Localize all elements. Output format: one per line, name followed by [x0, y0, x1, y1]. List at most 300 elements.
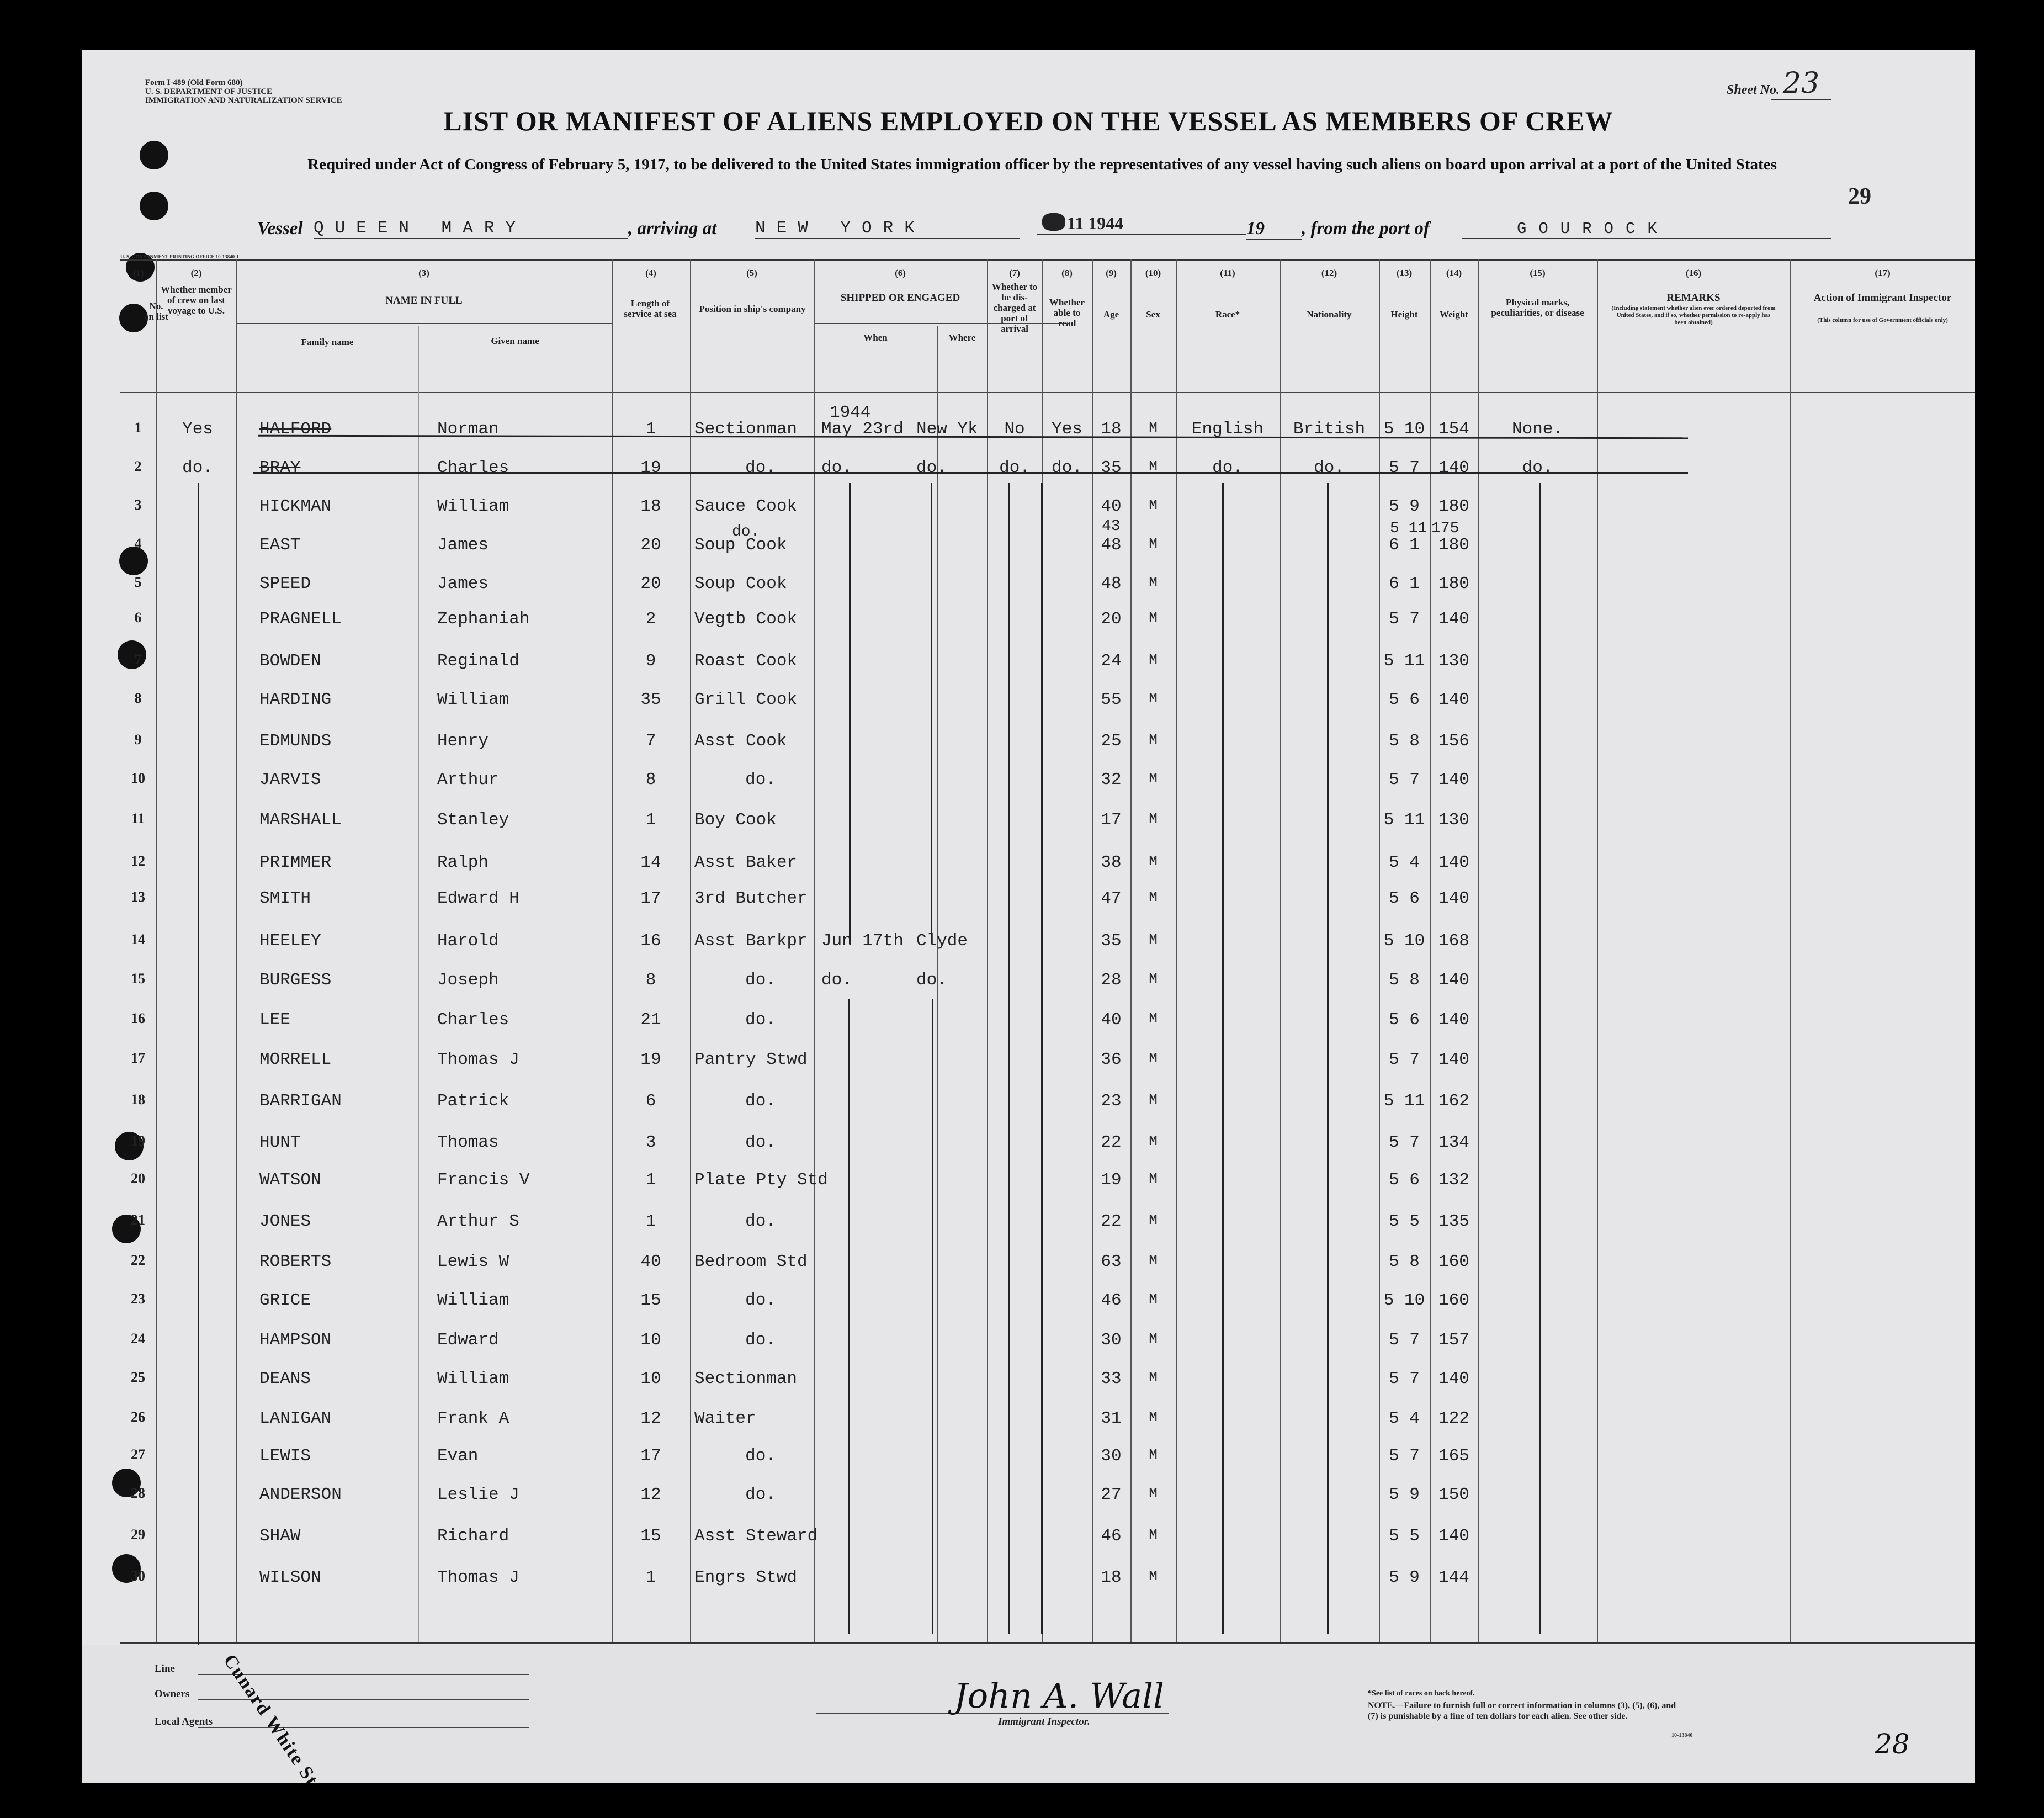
row-number: 10: [131, 770, 145, 786]
row-height: 5 6: [1389, 690, 1420, 709]
row-position: Pantry Stwd: [694, 1050, 808, 1069]
row-weight: 144: [1438, 1568, 1469, 1587]
row-age: 19: [1101, 1170, 1122, 1190]
row-position: do.: [745, 1212, 776, 1231]
row-age: 46: [1101, 1527, 1122, 1546]
row-sex: M: [1149, 1369, 1158, 1386]
arrival-date: 11 1944: [1037, 213, 1246, 235]
row-weight: 140: [1438, 971, 1469, 990]
row-position: 3rd Butcher: [694, 889, 808, 908]
row-number: 25: [131, 1369, 145, 1385]
header-able-read: Whether able to read: [1049, 297, 1085, 328]
row-when: May 23rd: [821, 420, 904, 439]
row-family-name: MARSHALL: [259, 810, 342, 830]
row-weight: 154: [1438, 420, 1469, 439]
row-height: 5 9: [1389, 1568, 1420, 1587]
row-position: Soup Cook: [694, 536, 787, 555]
row-family-name: SPEED: [259, 574, 311, 593]
row-last-voyage: do.: [182, 458, 213, 478]
header-length-service: Length of service at sea: [624, 298, 677, 319]
row-number: 30: [131, 1568, 145, 1584]
column-rule: [236, 259, 237, 1642]
row-age: 40: [1101, 497, 1122, 516]
row-length-service: 15: [640, 1291, 661, 1310]
row-number: 9: [134, 732, 142, 748]
row-age: 35: [1101, 458, 1122, 478]
header-shipped-engaged: SHIPPED OR ENGAGED: [840, 292, 960, 304]
row-height: 5 7: [1389, 1446, 1420, 1466]
row-given-name: Frank A: [437, 1409, 509, 1428]
row-length-service: 7: [645, 732, 656, 751]
row-sex: M: [1149, 1409, 1158, 1425]
table-bottom-rule: [120, 1642, 1975, 1644]
row-position: Sectionman: [694, 420, 798, 439]
row-given-name: Norman: [437, 420, 499, 439]
row-given-name: William: [437, 690, 509, 709]
row-weight: 156: [1438, 732, 1469, 751]
row-age: 18: [1101, 1568, 1122, 1587]
ditto-line-where: [931, 483, 932, 944]
row-sex: M: [1149, 1133, 1158, 1149]
row-sex: M: [1149, 690, 1158, 707]
row-family-name: LEE: [259, 1010, 290, 1030]
row-family-name: SMITH: [259, 889, 311, 908]
row-sex: M: [1149, 1568, 1158, 1584]
row-length-service: 16: [640, 931, 661, 951]
corner-page-number: 28: [1875, 1728, 1910, 1760]
service-name: IMMIGRATION AND NATURALIZATION SERVICE: [145, 96, 342, 105]
manifest-page: [82, 50, 1975, 1783]
row-weight: 140: [1438, 1527, 1469, 1546]
column-rule: [1597, 259, 1598, 1642]
row-age: 23: [1101, 1091, 1122, 1111]
row-age: 35: [1101, 931, 1122, 951]
row-sex: M: [1149, 1331, 1158, 1347]
row-position: do.: [745, 458, 776, 478]
row-length-service: 1: [645, 420, 656, 439]
row-height: 5 10: [1383, 1291, 1425, 1310]
punch-hole: [140, 192, 168, 220]
arrival-port: NEW YORK: [755, 219, 1020, 239]
row-family-name: WILSON: [259, 1568, 321, 1587]
row-length-service: 9: [645, 651, 656, 671]
row-height: 5 4: [1389, 853, 1420, 872]
row-given-name: Thomas J: [437, 1050, 519, 1069]
row-given-name: Richard: [437, 1527, 509, 1546]
col-number-15: (15): [1530, 268, 1546, 278]
row-height: 5 8: [1389, 732, 1420, 751]
row-number: 20: [131, 1170, 145, 1186]
col-number-11: (11): [1220, 268, 1235, 278]
row-position: Asst Barkpr: [694, 931, 808, 951]
sheet-label: Sheet No.: [1727, 83, 1780, 97]
row-length-service: 1: [645, 1568, 656, 1587]
ditto-line-where-2: [932, 999, 933, 1634]
row-family-name: HEELEY: [259, 931, 321, 951]
row-height: 5 7: [1389, 1050, 1420, 1069]
name-subheader-rule: [236, 323, 612, 324]
row-given-name: Edward H: [437, 889, 519, 908]
header-remarks: REMARKS: [1666, 292, 1721, 304]
row-weight: 180: [1438, 497, 1469, 516]
row-family-name: HALFORD: [259, 420, 332, 439]
inspector-label: Immigrant Inspector.: [998, 1716, 1090, 1727]
row-length-service: 12: [640, 1409, 661, 1428]
row-position: Asst Baker: [694, 853, 798, 872]
year-prefix: 19: [1246, 219, 1302, 240]
row-age: 25: [1101, 732, 1122, 751]
agents-field-rule: [198, 1727, 529, 1728]
row-weight: 130: [1438, 651, 1469, 671]
row-age: 48: [1101, 574, 1122, 593]
footer-form-code: 10-13840: [1671, 1732, 1693, 1739]
row-position: Sectionman: [694, 1369, 798, 1388]
row-where: do.: [916, 458, 947, 478]
row-family-name: JONES: [259, 1212, 311, 1231]
row-given-name: Evan: [437, 1446, 479, 1466]
row-age: 22: [1101, 1212, 1122, 1231]
row-sex: M: [1149, 1446, 1158, 1463]
row-number: 11: [131, 810, 145, 826]
row-age: 22: [1101, 1133, 1122, 1152]
row-age: 55: [1101, 690, 1122, 709]
row-age: 46: [1101, 1291, 1122, 1310]
header-action-note: (This column for use of Government officials only): [1817, 317, 1948, 324]
departure-port: GOUROCK: [1462, 220, 1831, 239]
row-weight: 140: [1438, 1010, 1469, 1030]
row-weight: 140: [1438, 1050, 1469, 1069]
row-length-service: 15: [640, 1527, 661, 1546]
row-family-name: BRAY: [259, 458, 301, 478]
row-sex: M: [1149, 1050, 1158, 1067]
row-number: 16: [131, 1010, 145, 1026]
row-sex: M: [1149, 1527, 1158, 1543]
row-sex: M: [1149, 1252, 1158, 1269]
row-age: 33: [1101, 1369, 1122, 1388]
row-height: 5 9: [1389, 1485, 1420, 1504]
header-remarks-note: (Including statement whether alien ever ordered deported from United States, and if so, whether permission to re-apply has been obtained): [1611, 305, 1776, 326]
row-length-service: 20: [640, 536, 661, 555]
row-length-service: 17: [640, 889, 661, 908]
row-age: 18: [1101, 420, 1122, 439]
form-number: Form I-489 (Old Form 680): [145, 78, 243, 87]
row-when: do.: [821, 458, 852, 478]
row-height: 5 7: [1389, 458, 1420, 478]
row-number: 1: [134, 420, 142, 436]
header-where: Where: [948, 332, 976, 343]
row-sex: M: [1149, 420, 1158, 436]
row-where: New Yk: [916, 420, 978, 439]
row-height: 5 8: [1389, 1252, 1420, 1271]
arriving-label: , arriving at: [628, 219, 717, 238]
row-family-name: BARRIGAN: [259, 1091, 342, 1111]
row-discharged: do.: [999, 458, 1030, 478]
row-race: English: [1191, 420, 1264, 439]
row4-age-correction: 43: [1102, 518, 1121, 535]
row-given-name: Thomas: [437, 1133, 499, 1152]
races-note: *See list of races on back hereof.: [1368, 1689, 1475, 1698]
ditto-line-nationality: [1327, 483, 1329, 1634]
row-given-name: Reginald: [437, 651, 519, 671]
row-position: Plate Pty Std: [694, 1170, 828, 1190]
row-number: 12: [131, 853, 145, 869]
inspector-signature: John A. Wall: [954, 1676, 1164, 1716]
row-number: 14: [131, 931, 145, 947]
row-length-service: 14: [640, 853, 661, 872]
col-number-10: (10): [1145, 268, 1161, 278]
row-given-name: Thomas J: [437, 1568, 519, 1587]
row-height: 5 10: [1383, 931, 1425, 951]
row-position: do.: [745, 971, 776, 990]
header-when: When: [863, 332, 888, 343]
row4-weight-correction: 175: [1431, 520, 1459, 537]
row-age: 36: [1101, 1050, 1122, 1069]
ditto-line-race: [1222, 483, 1224, 1634]
row-position: Grill Cook: [694, 690, 798, 709]
row-sex: M: [1149, 931, 1158, 948]
agents-label: Local Agents: [155, 1716, 213, 1727]
row-sex: M: [1149, 732, 1158, 748]
row-number: 28: [131, 1485, 145, 1501]
header-height: Height: [1390, 309, 1418, 320]
row-number: 2: [134, 458, 142, 474]
row-weight: 168: [1438, 931, 1469, 951]
row-number: 8: [134, 690, 142, 706]
ditto-line-physical: [1539, 483, 1541, 1634]
ditto-line-last-voyage: [198, 483, 199, 1648]
row-position: do.: [745, 1446, 776, 1466]
page-subtitle: Required under Act of Congress of February 5, 1917, to be delivered to the United States immigration officer by the representatives of any vessel having such aliens on board upon arrival at a port of the United States: [307, 156, 1777, 173]
row-height: 5 11: [1383, 651, 1425, 671]
col-number-4: (4): [645, 268, 656, 278]
row-height: 5 10: [1383, 420, 1425, 439]
header-age: Age: [1103, 309, 1119, 320]
row-height: 5 7: [1389, 609, 1420, 629]
row-length-service: 40: [640, 1252, 661, 1271]
row-sex: M: [1149, 1091, 1158, 1108]
row-length-service: 19: [640, 458, 661, 478]
col-number-17: (17): [1875, 268, 1891, 278]
row-given-name: Henry: [437, 732, 489, 751]
row-position: Waiter: [694, 1409, 756, 1428]
row-number: 15: [131, 971, 145, 987]
row-length-service: 12: [640, 1485, 661, 1504]
col-number-9: (9): [1106, 268, 1117, 278]
row-age: 31: [1101, 1409, 1122, 1428]
row-height: 5 6: [1389, 1010, 1420, 1030]
row-weight: 140: [1438, 690, 1469, 709]
row-where: Clyde: [916, 931, 968, 951]
row-number: 27: [131, 1446, 145, 1462]
row-number: 29: [131, 1527, 145, 1543]
row-family-name: EDMUNDS: [259, 732, 332, 751]
row-age: 28: [1101, 971, 1122, 990]
row-physical-marks: None.: [1511, 420, 1563, 439]
row-number: 6: [134, 609, 142, 626]
row-age: 27: [1101, 1485, 1122, 1504]
row-sex: M: [1149, 458, 1158, 475]
row-age: 48: [1101, 536, 1122, 555]
row-number: 5: [134, 574, 142, 590]
header-weight: Weight: [1440, 309, 1468, 320]
row-age: 40: [1101, 1010, 1122, 1030]
row-weight: 140: [1438, 770, 1469, 789]
row-weight: 140: [1438, 609, 1469, 629]
row-height: 5 11: [1383, 810, 1425, 830]
row-age: 30: [1101, 1446, 1122, 1466]
table-top-rule: [120, 259, 1975, 261]
row-number: 23: [131, 1291, 145, 1307]
row-when: Jun 17th: [821, 931, 904, 951]
row-family-name: HICKMAN: [259, 497, 332, 516]
header-position: Position in ship's company: [699, 304, 806, 314]
row-given-name: William: [437, 1291, 509, 1310]
row-family-name: ROBERTS: [259, 1252, 332, 1271]
row-height: 6 1: [1389, 536, 1420, 555]
row-weight: 130: [1438, 810, 1469, 830]
row-number: 7: [134, 651, 142, 667]
col-number-7: (7): [1009, 268, 1020, 278]
row-position: do.: [745, 770, 776, 789]
row-weight: 122: [1438, 1409, 1469, 1428]
col-number-12: (12): [1321, 268, 1337, 278]
row-length-service: 21: [640, 1010, 661, 1030]
row-number: 26: [131, 1409, 145, 1425]
row-length-service: 1: [645, 1212, 656, 1231]
row-position: Boy Cook: [694, 810, 777, 830]
penalty-note: NOTE.—Failure to furnish full or correct information in columns (3), (5), (6), and (7) is punishable by a fine of ten dollars for each alien. See other side.: [1368, 1701, 1676, 1721]
row-length-service: 17: [640, 1446, 661, 1466]
row-sex: M: [1149, 1010, 1158, 1027]
col-number-3: (3): [418, 268, 429, 278]
row-position: Asst Cook: [694, 732, 787, 751]
row-weight: 140: [1438, 1369, 1469, 1388]
row-family-name: EAST: [259, 536, 301, 555]
header-action-inspector: Action of Immigrant Inspector: [1813, 292, 1952, 304]
row-given-name: Charles: [437, 458, 509, 478]
department-name: U. S. DEPARTMENT OF JUSTICE: [145, 87, 273, 96]
row-family-name: SHAW: [259, 1527, 301, 1546]
row-length-service: 35: [640, 690, 661, 709]
row-height: 5 7: [1389, 1133, 1420, 1152]
ditto-line-when: [849, 483, 851, 944]
col-number-2: (2): [190, 268, 202, 278]
row-position: do.: [745, 1485, 776, 1504]
vessel-name: QUEEN MARY: [314, 219, 628, 239]
row-family-name: HARDING: [259, 690, 332, 709]
row-length-service: 10: [640, 1369, 661, 1388]
ditto-line-when-2: [848, 999, 850, 1634]
row-height: 6 1: [1389, 574, 1420, 593]
row-given-name: Stanley: [437, 810, 509, 830]
row-age: 63: [1101, 1252, 1122, 1271]
row-family-name: WATSON: [259, 1170, 321, 1190]
header-race: Race*: [1215, 309, 1240, 320]
page-title: LIST OR MANIFEST OF ALIENS EMPLOYED ON THE VESSEL AS MEMBERS OF CREW: [443, 105, 1613, 136]
row-height: 5 4: [1389, 1409, 1420, 1428]
row-sex: M: [1149, 853, 1158, 870]
row-family-name: HAMPSON: [259, 1331, 332, 1350]
row-nationality: British: [1293, 420, 1366, 439]
header-family-name: Family name: [301, 337, 354, 347]
row-height: 5 7: [1389, 770, 1420, 789]
row-number: 18: [131, 1091, 145, 1107]
row-weight: 150: [1438, 1485, 1469, 1504]
row-given-name: Edward: [437, 1331, 499, 1350]
header-physical-marks: Physical marks, peculiarities, or disease: [1491, 297, 1584, 318]
row-able-read: Yes: [1052, 420, 1082, 439]
row-weight: 180: [1438, 574, 1469, 593]
row-family-name: DEANS: [259, 1369, 311, 1388]
row-age: 32: [1101, 770, 1122, 789]
row-able-read: do.: [1052, 458, 1082, 478]
row-given-name: Joseph: [437, 971, 499, 990]
row-given-name: William: [437, 497, 509, 516]
row-family-name: LEWIS: [259, 1446, 311, 1466]
row-height: 5 7: [1389, 1331, 1420, 1350]
row-weight: 135: [1438, 1212, 1469, 1231]
row-weight: 165: [1438, 1446, 1469, 1466]
row-number: 3: [134, 497, 142, 513]
row-family-name: GRICE: [259, 1291, 311, 1310]
ditto-line-read: [1041, 483, 1043, 1634]
header-name-in-full: NAME IN FULL: [385, 295, 463, 306]
header-given-name: Given name: [491, 336, 539, 346]
row-weight: 132: [1438, 1170, 1469, 1190]
column-rule: [418, 326, 419, 1642]
ditto-line-discharged: [1008, 483, 1010, 1634]
row-family-name: MORRELL: [259, 1050, 332, 1069]
col-number-13: (13): [1396, 268, 1413, 278]
row-height: 5 6: [1389, 889, 1420, 908]
line-label: Line: [155, 1663, 175, 1674]
row-height: 5 5: [1389, 1212, 1420, 1231]
row-length-service: 1: [645, 1170, 656, 1190]
col-number-5: (5): [746, 268, 757, 278]
row-length-service: 2: [645, 609, 656, 629]
header-bottom-rule: [120, 392, 1975, 393]
row-number: 21: [131, 1212, 145, 1228]
row-sex: M: [1149, 770, 1158, 787]
row-nationality: do.: [1314, 458, 1345, 478]
row-position: do.: [745, 1291, 776, 1310]
row-given-name: Leslie J: [437, 1485, 519, 1504]
row-given-name: William: [437, 1369, 509, 1388]
row4-position-correction: do.: [732, 523, 760, 540]
row-sex: M: [1149, 971, 1158, 987]
owners-label: Owners: [155, 1688, 190, 1700]
row-family-name: JARVIS: [259, 770, 321, 789]
row-length-service: 10: [640, 1331, 661, 1350]
row-family-name: LANIGAN: [259, 1409, 332, 1428]
from-port-label: , from the port of: [1302, 219, 1430, 238]
row-given-name: James: [437, 536, 489, 555]
row-length-service: 3: [645, 1133, 656, 1152]
row-length-service: 18: [640, 497, 661, 516]
row-family-name: HUNT: [259, 1133, 301, 1152]
row-physical-marks: do.: [1522, 458, 1553, 478]
row-given-name: Arthur S: [437, 1212, 519, 1231]
row-number: 24: [131, 1331, 145, 1347]
row-age: 17: [1101, 810, 1122, 830]
row-sex: M: [1149, 889, 1158, 905]
row-weight: 180: [1438, 536, 1469, 555]
row-given-name: Arthur: [437, 770, 499, 789]
header-sex: Sex: [1146, 309, 1160, 320]
row-when: do.: [821, 971, 852, 990]
year-annotation: 1944: [830, 403, 871, 422]
column-rule: [156, 259, 157, 1642]
